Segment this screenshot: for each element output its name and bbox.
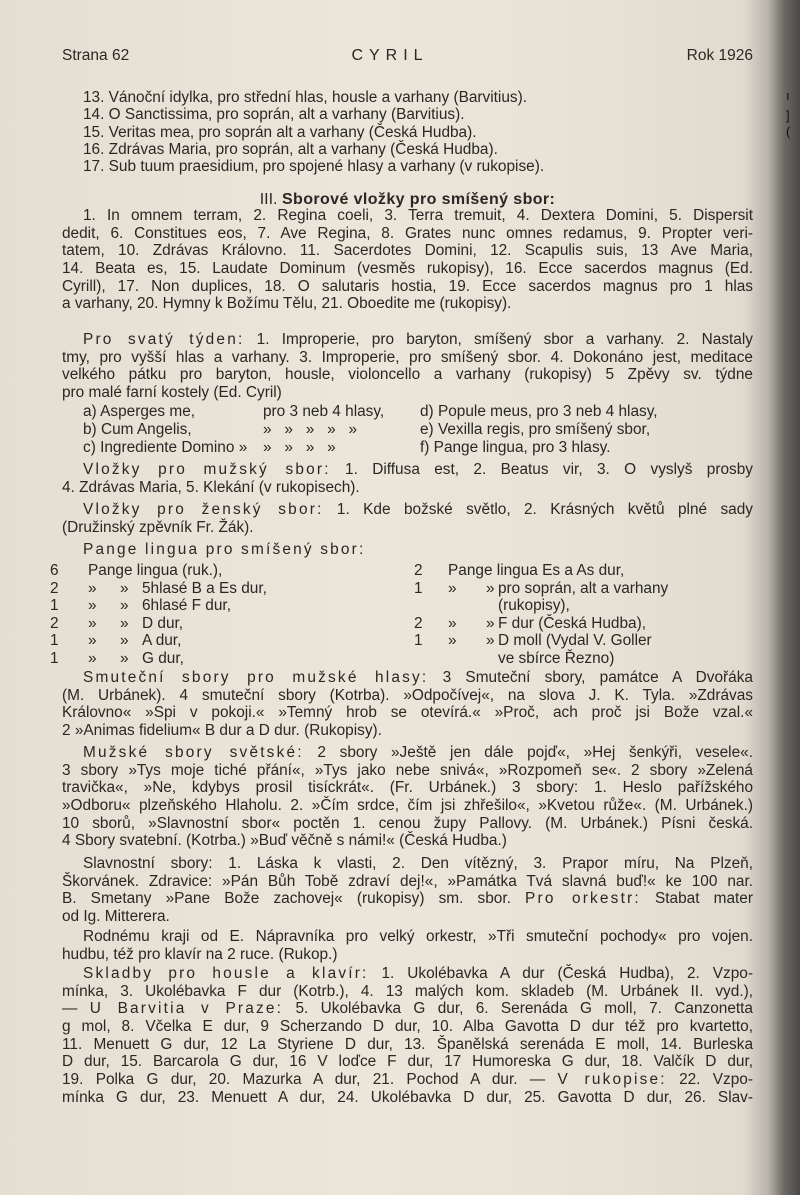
item-voices: » » » » » xyxy=(263,421,358,438)
left-cell: » xyxy=(88,579,97,597)
left-cell: 1 xyxy=(50,632,59,650)
left-cell: » xyxy=(88,597,97,615)
line-text: od Ig. Mitterera. xyxy=(62,908,170,926)
margin-mark: ( xyxy=(786,124,791,139)
item-voices: » » » » xyxy=(263,439,336,456)
text-line xyxy=(62,207,753,225)
run-in-heading: Pro svatý týden: xyxy=(83,331,245,348)
left-cell: » xyxy=(120,597,129,615)
left-cell: 2 xyxy=(50,579,59,597)
text-line xyxy=(62,278,753,296)
text-line xyxy=(62,1089,753,1107)
text-line xyxy=(62,295,753,313)
left-cell: D dur, xyxy=(142,614,184,632)
heading-text: Sborové vložky pro smíšený sbor: xyxy=(281,191,556,208)
pange-row xyxy=(50,562,753,580)
text-line xyxy=(62,722,753,740)
pange-row xyxy=(50,579,753,598)
run-in-heading: Vložky pro ženský sbor: xyxy=(83,501,324,518)
left-cell: 6hlasé F dur, xyxy=(142,597,231,615)
line-text: 1. Ukolébavka A dur (Česká Hudba), 2. Vzpo- xyxy=(368,965,753,982)
paragraph-p7 xyxy=(62,855,753,926)
paragraph-p5 xyxy=(62,669,753,740)
line-text: 1. Kde božské světlo, 2. Krásných květů plné sady xyxy=(323,501,753,518)
left-cell: » xyxy=(120,614,129,632)
list-item: 14. O Sanctissima, pro soprán, alt a varhany (Barvitius). xyxy=(83,106,465,124)
run-in-heading: Pange lingua pro smíšený sbor: xyxy=(83,541,366,558)
text-line xyxy=(62,260,753,278)
item-right: f) Pange lingua, pro 3 hlasy. xyxy=(420,439,611,456)
text-line xyxy=(62,855,753,873)
list-item: 13. Vánoční idylka, pro střední hlas, housle a varhany (Barvitius). xyxy=(83,89,527,106)
text-line xyxy=(62,669,753,687)
text-line xyxy=(62,501,753,519)
right-cell: » xyxy=(448,614,457,632)
right-cell: Pange lingua Es a As dur, xyxy=(448,562,625,579)
line-text: 3 sbory »Tys moje tiché přání«, »Tys jako nebe snivá«, »Rozpomeň se«. 2 sbory »Zelená xyxy=(62,761,753,779)
line-text: 1. Improperie, pro baryton, smíšený sbor a varhany. 2. Nastaly xyxy=(244,331,753,348)
right-cell: D moll (Vydal V. Goller xyxy=(498,632,652,650)
line-text: tmy, pro vyšší hlas a varhany. 3. Improperie, pro smíšený sbor. 4. Dokonáno jest, meditace xyxy=(62,348,753,366)
left-cell: G dur, xyxy=(142,649,184,667)
run-in-heading: U Barvitia v Praze: xyxy=(89,1000,284,1018)
text-line xyxy=(62,832,753,850)
line-text: 11. Menuett G dur, 12 La Styriene D dur, 13. Španělská serenáda E moll, 14. Burleska xyxy=(62,1035,753,1053)
text-line xyxy=(62,797,753,815)
left-cell: 1 xyxy=(50,649,59,667)
text-line xyxy=(62,815,753,833)
line-text: 3 Smuteční sbory, památce A Dvořáka xyxy=(428,669,753,686)
text-line xyxy=(62,704,753,722)
line-text: 2 »Animas fidelium« B dur a D dur. (Rukopisy). xyxy=(62,722,382,740)
right-cell: 1 xyxy=(414,632,423,650)
text-line xyxy=(62,1018,753,1036)
line-text: pro malé farní kostely (Ed. Cyril) xyxy=(62,384,282,402)
text-line xyxy=(62,965,753,983)
right-cell: 1 xyxy=(414,579,423,597)
text-line xyxy=(62,1000,753,1018)
text-line xyxy=(62,242,753,260)
pange-row xyxy=(50,632,753,650)
line-text: dedit, 6. Constitues eos, 7. Ave Regina, 8. Grates nunc omnes redamus, 9. Propter veri- xyxy=(62,224,753,242)
text-line xyxy=(62,890,753,908)
right-cell: » xyxy=(486,614,495,632)
text-line xyxy=(62,983,753,1001)
year: Rok 1926 xyxy=(686,47,753,64)
left-cell: » xyxy=(120,632,129,650)
text-line xyxy=(62,908,753,926)
list-item: 16. Zdrávas Maria, pro soprán, alt a varhany (Česká Hudba). xyxy=(83,140,498,158)
pange-row xyxy=(50,649,753,668)
text-line xyxy=(62,461,753,479)
line-text: 1. Diffusa est, 2. Beatus vir, 3. O vyslyš prosby xyxy=(330,461,753,478)
line-text: Cyrill), 17. Non duplices, 18. O salutaris hostia, 19. Ecce sacerdos magnus pro 1 hlas xyxy=(62,277,753,295)
line-text: 4. Zdrávas Maria, 5. Klekání (v rukopisech). xyxy=(62,478,360,496)
line-text: 4 Sbory svatební. (Kotrba.) »Buď věčně s námi!« (Česká Hudba.) xyxy=(62,832,507,850)
text-line xyxy=(62,541,753,559)
text-line xyxy=(62,366,753,384)
left-cell: » xyxy=(88,632,97,650)
text-line xyxy=(62,946,753,964)
text-line xyxy=(62,873,753,891)
item-name: b) Cum Angelis, xyxy=(83,421,192,438)
liturgy-list xyxy=(62,403,753,457)
text-line xyxy=(62,384,753,402)
left-cell: A dur, xyxy=(142,632,182,650)
line-text: Rodnému kraji od E. Nápravníka pro velký orkestr, »Tři smuteční pochody« pro vojen. xyxy=(83,928,753,945)
paragraph-p2 xyxy=(62,331,753,402)
right-cell: (rukopisy), xyxy=(498,597,570,615)
numbered-list xyxy=(62,89,753,175)
left-cell: 2 xyxy=(50,614,59,632)
line-text: (M. Urbánek). 4 smuteční sbory (Kotrba). »Odpočívej«, na slova J. K. Tyla. »Zdrávas xyxy=(62,686,753,704)
line-text: Stabat mater xyxy=(640,890,753,908)
right-cell: » xyxy=(486,579,495,597)
text-line xyxy=(62,331,753,349)
line-text: (Družinský zpěvník Fr. Žák). xyxy=(62,518,254,536)
heading-number: III. xyxy=(259,191,278,208)
left-cell: 6 xyxy=(50,562,59,579)
paragraph-p6 xyxy=(62,744,753,850)
left-cell: 1 xyxy=(50,597,59,615)
text-line xyxy=(62,479,753,497)
line-text: »Odboru« plzeňského Hlaholu. 2. »Čím srdce, čím jsi zhřešilo«, »Kvetou růže«. (M. Urbánek.) xyxy=(62,797,753,815)
journal-title: CYRIL xyxy=(351,47,429,64)
text-line xyxy=(62,928,753,946)
line-text: — xyxy=(62,1000,90,1018)
run-in-heading: V rukopise: xyxy=(557,1071,667,1089)
line-text: 19. Polka G dur, 20. Mazurka A dur, 21. Pochod A dur. — xyxy=(62,1071,558,1089)
paragraph-p4 xyxy=(62,501,753,536)
line-text: 10 sborů, »Slavnostní sbor« poctěn 1. cenou župy Pallovy. (M. Urbánek.) Písni česká. xyxy=(62,814,753,832)
run-in-heading: Pro orkestr: xyxy=(525,890,641,908)
run-in-heading: Mužské sbory světské: xyxy=(83,744,304,761)
list-left xyxy=(83,403,420,421)
run-in-heading: Smuteční sbory pro mužské hlasy: xyxy=(83,669,429,686)
item-name: a) Asperges me, xyxy=(83,403,196,420)
line-text: velkého pátku pro baryton, housle, violoncello a varhany (rukopisy) 5 Zpěvy sv. týdne xyxy=(62,366,753,384)
line-text: Královno« »Spi v pokoji.« »Temný hrob se otevírá.« »Proč, ach proč jsi Bože vzal.« xyxy=(62,704,753,722)
text-line xyxy=(62,1036,753,1054)
run-in-heading: Skladby pro housle a klavír: xyxy=(83,965,369,982)
line-text: B. Smetany »Pane Bože zachovej« (rukopisy) sm. sbor. xyxy=(62,890,526,908)
list-item: 15. Veritas mea, pro soprán alt a varhany (Česká Hudba). xyxy=(83,123,477,141)
text-line xyxy=(62,779,753,797)
left-cell: » xyxy=(88,614,97,632)
list-left xyxy=(83,421,420,439)
line-text: a varhany, 20. Hymny k Božímu Tělu, 21. Oboedite me (rukopisy). xyxy=(62,295,512,313)
list-row xyxy=(62,439,753,457)
right-cell: ve sbírce Řezno) xyxy=(498,649,615,667)
run-in-heading: Vložky pro mužský sbor: xyxy=(83,461,331,478)
line-text: 5. Ukolébavka G dur, 6. Serenáda G moll, 7. Canzonetta xyxy=(283,1000,753,1018)
left-cell: Pange lingua (ruk.), xyxy=(88,562,223,579)
margin-mark: ı xyxy=(786,88,790,103)
list-left xyxy=(83,439,420,457)
line-text: 1. In omnem terram, 2. Regina coeli, 3. Terra tremuit, 4. Dextera Domini, 5. Dispersit xyxy=(83,207,753,224)
line-text: D dur, 15. Barcarola G dur, 16 V loďce F dur, 17 Humoreska G dur, 18. Valčík D dur, xyxy=(62,1053,753,1071)
line-text: mínka, 3. Ukolébavka F dur (Kotrb.), 4. 13 malých kom. skladeb (M. Urbánek II. vyd.), xyxy=(62,982,753,1000)
left-cell: » xyxy=(88,649,97,667)
pange-heading xyxy=(62,541,753,559)
paragraph-p3 xyxy=(62,461,753,496)
left-cell: 5hlasé B a Es dur, xyxy=(142,579,267,597)
line-text: tatem, 10. Zdrávas Královno. 11. Sacerdotes Domini, 12. Scapulis suis, 13 Ave Maria, xyxy=(62,242,753,260)
paragraph-p1 xyxy=(62,207,753,313)
line-text: 2 sbory »Ještě jen dále pojď«, »Hej šenkýři, vesele«. xyxy=(303,744,754,761)
line-text: 14. Beata es, 15. Laudate Dominum (vesměs rukopisy), 16. Ecce sacerdos magnus (Ed. xyxy=(62,260,753,278)
right-cell: » xyxy=(486,632,495,650)
line-text: 22. Vzpo- xyxy=(666,1071,753,1089)
right-cell: pro soprán, alt a varhany xyxy=(498,579,669,597)
list-row xyxy=(62,421,753,439)
text-line xyxy=(62,1071,753,1089)
right-cell: 2 xyxy=(414,562,423,579)
line-text: g mol, 8. Včelka E dur, 9 Scherzando D dur, 10. Alba Gavotta D dur též pro kvartetto, xyxy=(62,1018,753,1036)
right-cell: » xyxy=(448,579,457,597)
line-text: Slavnostní sbory: 1. Láska k vlasti, 2. Den vítězný, 3. Prapor míru, Na Plzeň, xyxy=(83,855,753,872)
text-line xyxy=(62,349,753,367)
left-cell: » xyxy=(120,579,129,597)
text-line xyxy=(62,762,753,780)
pange-row xyxy=(50,614,753,633)
right-cell: F dur (Česká Hudba), xyxy=(498,614,646,632)
line-text: hudbu, též pro klavír na 2 ruce. (Rukop.) xyxy=(62,945,338,963)
item-right: d) Popule meus, pro 3 neb 4 hlasy, xyxy=(420,403,658,420)
text-line xyxy=(62,519,753,537)
text-line xyxy=(62,1053,753,1071)
line-text: mínka G dur, 23. Menuett A dur, 24. Ukolébavka D dur, 25. Gavotta D dur, 26. Slav- xyxy=(62,1088,753,1106)
margin-mark: ] xyxy=(786,108,790,123)
item-name: c) Ingrediente Domino » xyxy=(83,439,248,456)
pange-row xyxy=(50,597,753,615)
right-cell: 2 xyxy=(414,614,423,632)
text-line xyxy=(62,687,753,705)
pange-table xyxy=(50,562,753,668)
text-line xyxy=(62,225,753,243)
page-number: Strana 62 xyxy=(62,47,130,64)
item-voices: pro 3 neb 4 hlasy, xyxy=(263,403,385,420)
item-right: e) Vexilla regis, pro smíšený sbor, xyxy=(420,421,651,438)
line-text: travička«, »Ne, kdybys prosil tisíckrát«. (Fr. Urbánek.) 3 sbory: 1. Heslo pařížského xyxy=(62,779,753,797)
paragraph-p9 xyxy=(62,965,753,1107)
line-text: Škorvánek. Zdravice: »Pán Bůh Tobě zdraví dej!«, »Památka Tvá slavná buď!« ke 100 nar. xyxy=(62,872,753,890)
list-row xyxy=(62,403,753,421)
left-cell: » xyxy=(120,649,129,667)
right-cell: » xyxy=(448,632,457,650)
text-line xyxy=(62,744,753,762)
paragraph-p8 xyxy=(62,928,753,963)
list-item: 17. Sub tuum praesidium, pro spojené hlasy a varhany (v rukopise). xyxy=(83,158,545,176)
